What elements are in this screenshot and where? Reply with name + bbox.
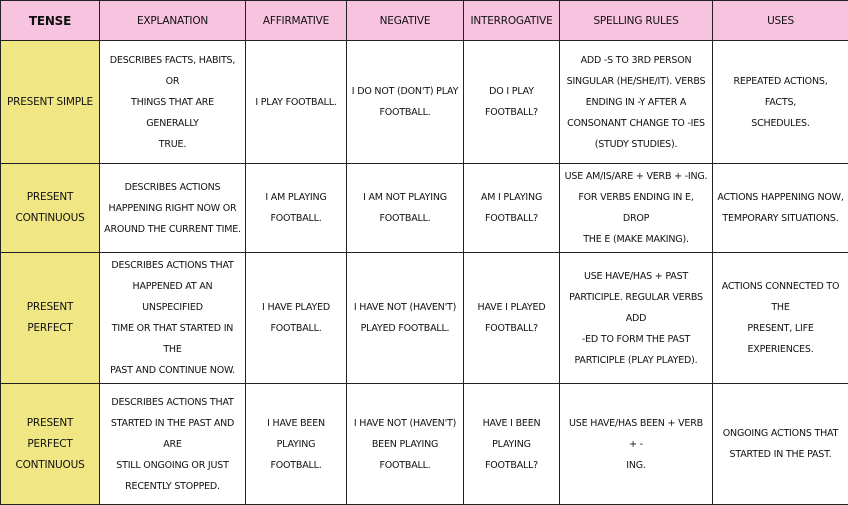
table-row [1, 41, 848, 164]
header-spelling-rules: SPELLING RULES [560, 1, 713, 41]
tense-cell: PRESENT PERFECT [1, 253, 100, 384]
header-tense: TENSE [1, 1, 100, 41]
header-negative: NEGATIVE [347, 1, 464, 41]
interrogative-cell: AM I PLAYING FOOTBALL? [464, 164, 560, 253]
explanation-cell: DESCRIBES ACTIONS THAT HAPPENED AT AN UNSPECIFIED TIME OR THAT STARTED IN THE PAST AND CONTINUE NOW. [100, 253, 246, 384]
header-interrogative: INTERROGATIVE [464, 1, 560, 41]
table-row [1, 384, 848, 505]
table-row [1, 164, 848, 253]
header-explanation: EXPLANATION [100, 1, 246, 41]
affirmative-cell: I AM PLAYING FOOTBALL. [246, 164, 347, 253]
explanation-cell: DESCRIBES ACTIONS HAPPENING RIGHT NOW OR AROUND THE CURRENT TIME. [100, 164, 246, 253]
explanation-cell: DESCRIBES ACTIONS THAT STARTED IN THE PAST AND ARE STILL ONGOING OR JUST RECENTLY STOPPED. [100, 384, 246, 505]
tense-cell: PRESENT SIMPLE [1, 41, 100, 164]
table-row [1, 253, 848, 384]
uses-cell: REPEATED ACTIONS, FACTS, SCHEDULES. [713, 41, 848, 164]
affirmative-cell: I HAVE BEEN PLAYING FOOTBALL. [246, 384, 347, 505]
affirmative-cell: I HAVE PLAYED FOOTBALL. [246, 253, 347, 384]
interrogative-cell: HAVE I BEEN PLAYING FOOTBALL? [464, 384, 560, 505]
tense-cell: PRESENT CONTINUOUS [1, 164, 100, 253]
spelling-rules-cell: USE HAVE/HAS BEEN + VERB + - ING. [560, 384, 713, 505]
header-row [1, 1, 848, 41]
uses-cell: ONGOING ACTIONS THAT STARTED IN THE PAST. [713, 384, 848, 505]
header-affirmative: AFFIRMATIVE [246, 1, 347, 41]
header-uses: USES [713, 1, 848, 41]
uses-cell: ACTIONS HAPPENING NOW, TEMPORARY SITUATIONS. [713, 164, 848, 253]
negative-cell: I DO NOT (DON'T) PLAY FOOTBALL. [347, 41, 464, 164]
negative-cell: I AM NOT PLAYING FOOTBALL. [347, 164, 464, 253]
interrogative-cell: HAVE I PLAYED FOOTBALL? [464, 253, 560, 384]
tense-cell: PRESENT PERFECT CONTINUOUS [1, 384, 100, 505]
negative-cell: I HAVE NOT (HAVEN'T) PLAYED FOOTBALL. [347, 253, 464, 384]
explanation-cell: DESCRIBES FACTS, HABITS, OR THINGS THAT ARE GENERALLY TRUE. [100, 41, 246, 164]
spelling-rules-cell: USE HAVE/HAS + PAST PARTICIPLE. REGULAR VERBS ADD -ED TO FORM THE PAST PARTICIPLE (PLAY PLAYED). [560, 253, 713, 384]
spelling-rules-cell: USE AM/IS/ARE + VERB + -ING. FOR VERBS ENDING IN E, DROP THE E (MAKE MAKING). [560, 164, 713, 253]
negative-cell: I HAVE NOT (HAVEN'T) BEEN PLAYING FOOTBALL. [347, 384, 464, 505]
uses-cell: ACTIONS CONNECTED TO THE PRESENT, LIFE EXPERIENCES. [713, 253, 848, 384]
spelling-rules-cell: ADD -S TO 3RD PERSON SINGULAR (HE/SHE/IT). VERBS ENDING IN -Y AFTER A CONSONANT CHANGE TO -IES (STUDY STUDIES). [560, 41, 713, 164]
interrogative-cell: DO I PLAY FOOTBALL? [464, 41, 560, 164]
affirmative-cell: I PLAY FOOTBALL. [246, 41, 347, 164]
